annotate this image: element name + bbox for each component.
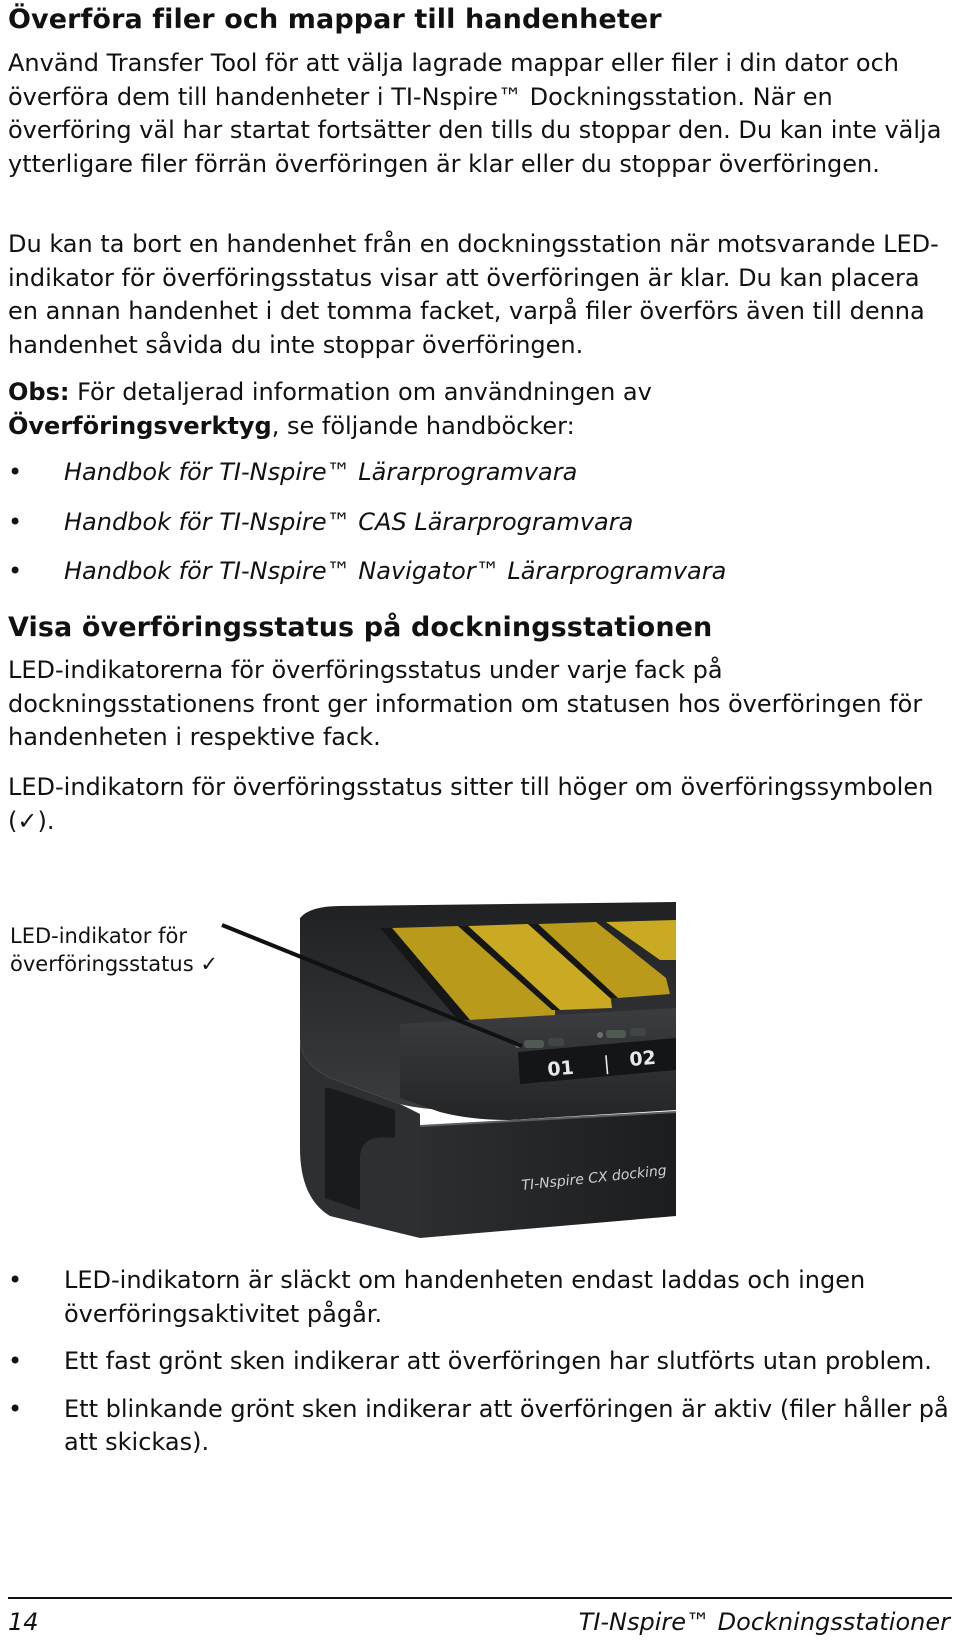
section-title-transfer: Överföra filer och mappar till handenheter	[8, 4, 662, 35]
list-item	[8, 1264, 953, 1331]
led-callout-label	[10, 922, 218, 978]
removal-paragraph: Du kan ta bort en handenhet från en dockningsstation när motsvarande LED-indikator för överföringsstatus visar att överföringen är klar. Du kan placera en annan handenhet i det tomma facket, varpå filer överförs även till denna handenhet såvida du inte stoppar överföringen.	[8, 230, 939, 359]
status-item-blinking-green: Ett blinkande grönt sken indikerar att överföringen är aktiv (filer håller på att skickas).	[64, 1394, 949, 1456]
note-text-1: För detaljerad information om användningen av	[69, 378, 652, 406]
note-text-2: , se följande handböcker:	[271, 411, 575, 440]
section-title-status: Visa överföringsstatus på dockningsstationen	[8, 612, 713, 643]
slot-separator: |	[602, 1052, 611, 1075]
page-number: 14	[8, 1608, 39, 1636]
note-strong-term: Överföringsverktyg	[8, 411, 272, 440]
status-location-paragraph: LED-indikatorn för överföringsstatus sitter till höger om överföringssymbolen (✓).	[8, 773, 934, 835]
reference-list	[8, 456, 953, 605]
bullet-mark: •	[8, 458, 23, 486]
callout-line-1: LED-indikator för	[10, 924, 187, 948]
note-paragraph	[8, 376, 953, 443]
list-item	[8, 1345, 953, 1379]
bullet-mark: •	[8, 557, 23, 585]
intro-paragraph: Använd Transfer Tool för att välja lagrade mappar eller filer i din dator och överföra dem till handenheter i TI-Nspire™ Dockningsstation. När en överföring väl har startat fortsätter den tills du stoppar den. Du kan inte välja ytterligare filer förrän överföringen är klar eller du stoppar överföringen.	[8, 49, 942, 178]
reference-item-1: Handbok för TI-Nspire™ Lärarprogramvara	[64, 458, 578, 486]
note-label: Obs:	[8, 378, 70, 406]
list-item	[8, 555, 953, 589]
bullet-mark: •	[8, 1394, 23, 1423]
status-intro-paragraph: LED-indikatorerna för överföringsstatus under varje fack på dockningsstationens front ger information om statusen hos överföringen för handenheten i respektive fack.	[8, 656, 923, 751]
status-item-solid-green: Ett fast grönt sken indikerar att överföringen har slutförts utan problem.	[64, 1347, 932, 1375]
list-item	[8, 506, 953, 540]
dock-brand-text: TI-Nspire CX docking	[520, 1162, 668, 1194]
bullet-mark: •	[8, 1266, 23, 1294]
bullet-mark: •	[8, 507, 23, 536]
bullet-mark: •	[8, 1347, 23, 1375]
list-item	[8, 1393, 953, 1460]
reference-item-2: Handbok för TI-Nspire™ CAS Lärarprogramvara	[64, 507, 634, 536]
reference-item-3: Handbok för TI-Nspire™ Navigator™ Lärarprogramvara	[64, 557, 727, 585]
status-list	[8, 1264, 953, 1474]
footer-divider	[8, 1597, 952, 1599]
status-item-off: LED-indikatorn är släckt om handenheten endast laddas och ingen överföringsaktivitet pågår.	[64, 1266, 866, 1328]
footer-title: TI-Nspire™ Dockningsstationer	[578, 1608, 950, 1636]
slot-number-2: 02	[628, 1046, 657, 1071]
callout-line-2: överföringsstatus ✓	[10, 952, 218, 976]
slot-number-1: 01	[546, 1056, 575, 1081]
list-item	[8, 456, 953, 490]
